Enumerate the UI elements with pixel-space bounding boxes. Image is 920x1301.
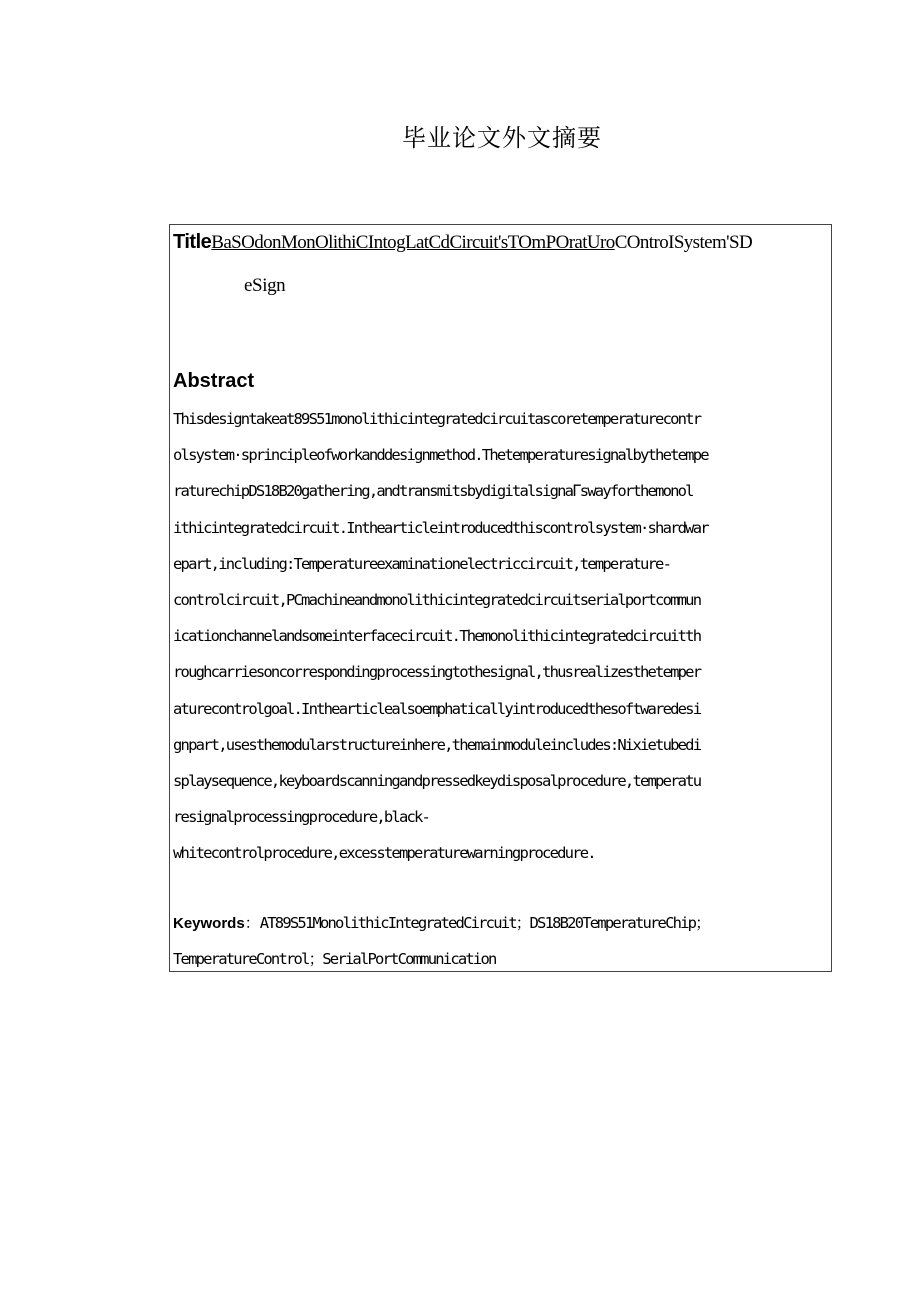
- page-title: 毕业论文外文摘要: [402, 124, 602, 152]
- abstract-line: olsystem·sprincipleofworkanddesignmethod.Thetemperaturesignalbythetempe: [173, 446, 708, 465]
- abstract-line: roughcarriesoncorrespondingprocessingtothesignal,thusrealizesthetemper: [173, 663, 701, 682]
- keywords-line-2: [173, 947, 496, 971]
- abstract-box: [169, 224, 832, 972]
- title-continuation: eSign: [244, 275, 286, 296]
- abstract-line: splaysequence,keyboardscanningandpressedkeydisposalprocedure,temperatu: [173, 771, 701, 790]
- abstract-line: ithicintegratedcircuit.Inthearticleintroducedthiscontrolsystem·shardwar: [173, 518, 708, 537]
- keywords-line-1: [173, 911, 709, 936]
- title-underlined-text: BaSOdonMonOlithiCIntogLatCdCircuit'sTOmPOratUro: [211, 232, 615, 253]
- keywords-text-2: TemperatureControl；SerialPortCommunication: [173, 950, 496, 968]
- abstract-line: resignalprocessingprocedure,black-: [173, 808, 430, 827]
- title-label: Title: [173, 231, 212, 253]
- abstract-line: controlcircuit,PCmachineandmonolithicintegratedcircuitserialportcommun: [173, 590, 701, 609]
- abstract-line: Thisdesigntakeat89S51monolithicintegratedcircuitascoretemperaturecontr: [173, 410, 701, 428]
- abstract-line: raturechipDS18B20gathering,andtransmitsbydigitalsignaΓswayforthemonol: [173, 482, 693, 501]
- abstract-line: icationchannelandsomeinterfacecircuit.Themonolithicintegratedcircuitth: [173, 627, 701, 646]
- abstract-line: whitecontrolprocedure,excesstemperaturewarningprocedure.: [173, 844, 595, 863]
- abstract-line: aturecontrolgoal.Inthearticlealsoemphaticallyintroducedthesoftwaredesi: [173, 699, 701, 718]
- keywords-label: Keywords: [173, 915, 245, 932]
- title-rest-text: COntroISystem'SD: [614, 232, 753, 253]
- abstract-heading: Abstract: [173, 370, 255, 392]
- abstract-line: epart,including:Temperatureexaminationelectriccircuit,temperature-: [173, 554, 671, 573]
- keywords-text-1: AT89S51MonolithicIntegratedCircuit；DS18B20TemperatureChip；: [259, 914, 709, 932]
- keywords-separator: ：: [244, 914, 260, 932]
- abstract-body: [173, 401, 831, 871]
- title-line: [173, 228, 752, 257]
- abstract-line: gnpart,usesthemodularstructureinhere,themainmoduleincludes:Nixietubedi: [173, 735, 701, 754]
